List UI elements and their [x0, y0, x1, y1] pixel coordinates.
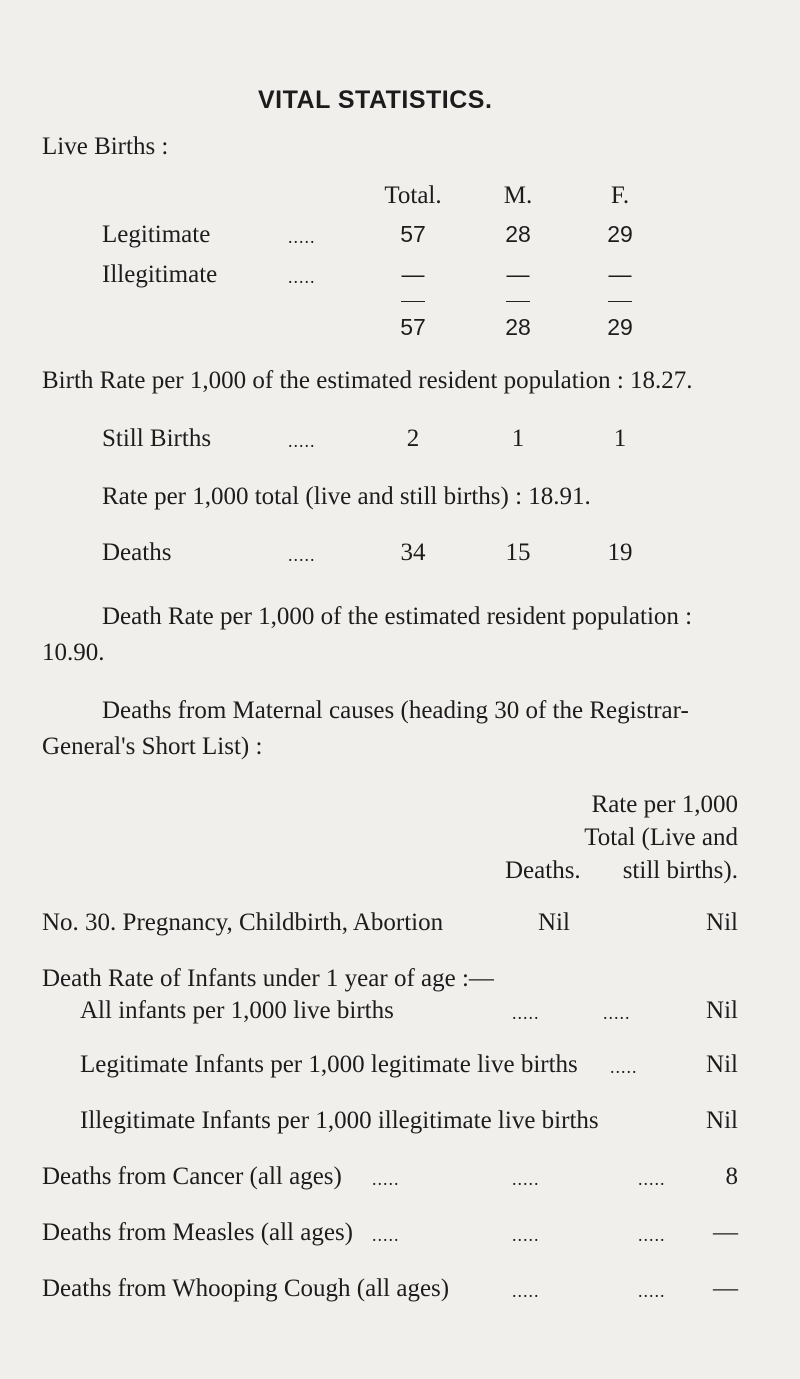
whooping-cough-deaths-label: Deaths from Whooping Cough (all ages) — [42, 1275, 450, 1302]
sum-rule — [608, 301, 632, 302]
leader-dots: ..... — [638, 1225, 666, 1245]
legitimate-male: 28 — [505, 221, 531, 247]
leader-dots: ..... — [512, 1281, 540, 1301]
illegitimate-male: — — [506, 261, 530, 287]
live-births-total-female: 29 — [607, 314, 633, 340]
leader-dots: ..... — [288, 545, 316, 565]
still-birth-rate: Rate per 1,000 total (live and still births) : 18.91. — [102, 483, 591, 510]
illegitimate-total: — — [401, 261, 425, 287]
maternal-row-label: No. 30. Pregnancy, Childbirth, Abortion — [42, 909, 444, 936]
legitimate-total: 57 — [400, 221, 426, 247]
leader-dots: ..... — [372, 1225, 400, 1245]
measles-deaths-label: Deaths from Measles (all ages) — [42, 1219, 353, 1246]
cancer-deaths-value: 8 — [725, 1163, 738, 1190]
leader-dots: ..... — [288, 227, 316, 247]
leader-dots: ..... — [512, 1169, 540, 1189]
leader-dots: ..... — [288, 431, 316, 451]
column-header-male: M. — [503, 182, 533, 209]
leader-dots: ..... — [638, 1281, 666, 1301]
deaths-female: 19 — [607, 539, 633, 566]
live-births-heading: Live Births : — [42, 133, 169, 160]
rate-header-line1: Rate per 1,000 — [591, 791, 738, 818]
death-rate-line1: Death Rate per 1,000 of the estimated resident population : — [102, 603, 693, 630]
still-births-male: 1 — [511, 425, 525, 452]
maternal-rate-value: Nil — [706, 909, 738, 936]
leader-dots: ..... — [603, 1003, 631, 1023]
infant-all-label: All infants per 1,000 live births — [80, 997, 394, 1024]
death-rate-line2: 10.90. — [42, 639, 105, 666]
infant-death-rate-heading: Death Rate of Infants under 1 year of age :— — [42, 965, 494, 992]
deaths-column-header: Deaths. — [505, 857, 581, 884]
cancer-deaths-label: Deaths from Cancer (all ages) — [42, 1163, 342, 1190]
leader-dots: ..... — [288, 267, 316, 287]
whooping-cough-deaths-value: — — [713, 1275, 738, 1302]
maternal-causes-line2: General's Short List) : — [42, 733, 263, 760]
still-births-female: 1 — [613, 425, 627, 452]
birth-rate: Birth Rate per 1,000 of the estimated resident population : 18.27. — [42, 367, 693, 394]
sum-rule — [401, 301, 425, 302]
maternal-causes-line1: Deaths from Maternal causes (heading 30 of the Registrar- — [102, 697, 689, 724]
leader-dots: ..... — [610, 1057, 638, 1077]
infant-legitimate-label: Legitimate Infants per 1,000 legitimate live births — [80, 1051, 578, 1078]
infant-all-value: Nil — [706, 997, 738, 1024]
live-births-total-male: 28 — [505, 314, 531, 340]
rate-header-line2: Total (Live and — [584, 824, 738, 851]
column-header-total: Total. — [384, 182, 442, 209]
deaths-male: 15 — [505, 539, 531, 566]
deaths-label: Deaths — [102, 539, 172, 566]
illegitimate-female: — — [608, 261, 632, 287]
deaths-total: 34 — [400, 539, 426, 566]
infant-illegitimate-value: Nil — [706, 1107, 738, 1134]
row-label-illegitimate: Illegitimate — [102, 261, 218, 288]
legitimate-female: 29 — [607, 221, 633, 247]
leader-dots: ..... — [638, 1169, 666, 1189]
column-header-female: F. — [610, 182, 630, 209]
leader-dots: ..... — [512, 1003, 540, 1023]
infant-illegitimate-label: Illegitimate Infants per 1,000 illegitimate live births — [80, 1107, 599, 1134]
still-births-label: Still Births — [102, 425, 212, 452]
maternal-deaths-value: Nil — [538, 909, 570, 936]
still-births-total: 2 — [406, 425, 420, 452]
infant-legitimate-value: Nil — [706, 1051, 738, 1078]
row-label-legitimate: Legitimate — [102, 221, 211, 248]
live-births-total: 57 — [400, 314, 426, 340]
sum-rule — [506, 301, 530, 302]
leader-dots: ..... — [372, 1169, 400, 1189]
measles-deaths-value: — — [713, 1219, 738, 1246]
leader-dots: ..... — [512, 1225, 540, 1245]
rate-header-line3: still births). — [622, 857, 738, 884]
page-title: VITAL STATISTICS. — [258, 86, 493, 114]
